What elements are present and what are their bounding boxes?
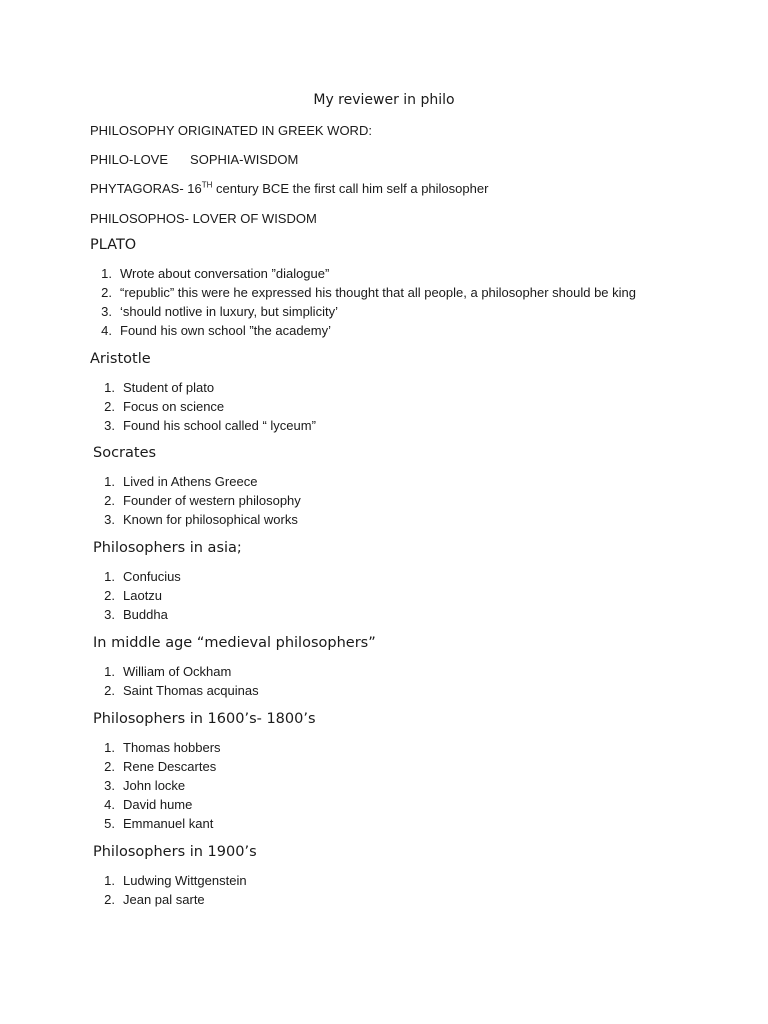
phytagoras-pre: PHYTAGORAS- 16 [90, 181, 202, 196]
section-heading: Philosophers in 1600’s- 1800’s [93, 711, 316, 727]
list-item-text: John locke [123, 778, 186, 793]
section-heading: Socrates [93, 445, 157, 461]
section-heading: Aristotle [90, 351, 151, 367]
list-item [91, 588, 162, 603]
list-item-text: William of Ockham [123, 664, 232, 679]
list-number: 2. [104, 588, 115, 603]
list-number: 1. [104, 569, 115, 584]
list-item-text: Jean pal sarte [123, 892, 205, 907]
list-item-text: Confucius [123, 569, 181, 584]
list-number: 3. [104, 512, 115, 527]
list-item-text: Focus on science [123, 399, 225, 414]
list-item-text: Found his school called “ lyceum” [123, 418, 316, 433]
list-number: 1. [104, 474, 115, 489]
list-item [91, 759, 216, 774]
list-item [91, 512, 298, 527]
page-title: My reviewer in philo [313, 92, 455, 108]
list-item [91, 892, 205, 907]
list-item-text: Lived in Athens Greece [123, 474, 258, 489]
list-item [91, 816, 213, 831]
phytagoras-sup: TH [201, 180, 213, 190]
section-heading: Philosophers in 1900’s [93, 844, 257, 860]
list-item [91, 380, 214, 395]
list-item [88, 285, 636, 300]
list-item-text: Emmanuel kant [123, 816, 214, 831]
sophia-term: SOPHIA-WISDOM [190, 152, 299, 167]
list-item-text: Saint Thomas acquinas [123, 683, 259, 698]
list-number: 4. [104, 797, 115, 812]
list-item [88, 304, 338, 319]
list-item [91, 797, 192, 812]
list-item-text: Ludwing Wittgenstein [123, 873, 247, 888]
list-number: 2. [101, 285, 112, 300]
list-item-text: Buddha [123, 607, 168, 622]
list-item [88, 266, 329, 281]
list-item [88, 323, 331, 338]
list-number: 2. [104, 683, 115, 698]
list-item-text: Found his own school ”the academy’ [120, 323, 332, 338]
section-heading: PLATO [90, 237, 137, 253]
section-heading: In middle age “medieval philosophers” [93, 635, 376, 651]
intro-philosophos: PHILOSOPHOS- LOVER OF WISDOM [90, 211, 317, 226]
list-item [91, 740, 221, 755]
list-item-text: Wrote about conversation ”dialogue” [120, 266, 330, 281]
list-item [91, 664, 231, 679]
list-item [91, 873, 247, 888]
list-number: 3. [101, 304, 112, 319]
list-number: 4. [101, 323, 112, 338]
intro-phytagoras [90, 181, 488, 196]
list-number: 2. [104, 759, 115, 774]
list-number: 1. [104, 380, 115, 395]
list-item [91, 474, 257, 489]
list-number: 3. [104, 778, 115, 793]
list-item [91, 569, 181, 584]
list-number: 3. [104, 607, 115, 622]
list-item [91, 418, 316, 433]
list-item-text: Rene Descartes [123, 759, 217, 774]
list-item-text: Founder of western philosophy [123, 493, 301, 508]
list-item-text: Student of plato [123, 380, 215, 395]
list-number: 5. [104, 816, 115, 831]
list-number: 2. [104, 399, 115, 414]
list-item-text: Thomas hobbers [123, 740, 221, 755]
section-heading: Philosophers in asia; [93, 540, 242, 556]
list-number: 1. [104, 873, 115, 888]
intro-philo-sophia [90, 152, 298, 167]
list-number: 1. [104, 664, 115, 679]
list-number: 2. [104, 892, 115, 907]
list-number: 1. [101, 266, 112, 281]
list-item-text: ‘should notlive in luxury, but simplicity’ [120, 304, 338, 319]
list-item [91, 607, 168, 622]
list-number: 2. [104, 493, 115, 508]
list-item-text: Known for philosophical works [123, 512, 298, 527]
list-number: 3. [104, 418, 115, 433]
list-item-text: “republic” this were he expressed his thought that all people, a philosopher should be king [120, 285, 636, 300]
philo-term: PHILO-LOVE [90, 152, 169, 167]
phytagoras-post: century BCE the first call him self a philosopher [212, 181, 489, 196]
list-item [91, 778, 185, 793]
intro-line: PHILOSOPHY ORIGINATED IN GREEK WORD: [90, 123, 372, 138]
list-item [91, 683, 259, 698]
list-item [91, 399, 224, 414]
list-item-text: David hume [123, 797, 193, 812]
list-number: 1. [104, 740, 115, 755]
list-item [91, 493, 301, 508]
list-item-text: Laotzu [123, 588, 163, 603]
